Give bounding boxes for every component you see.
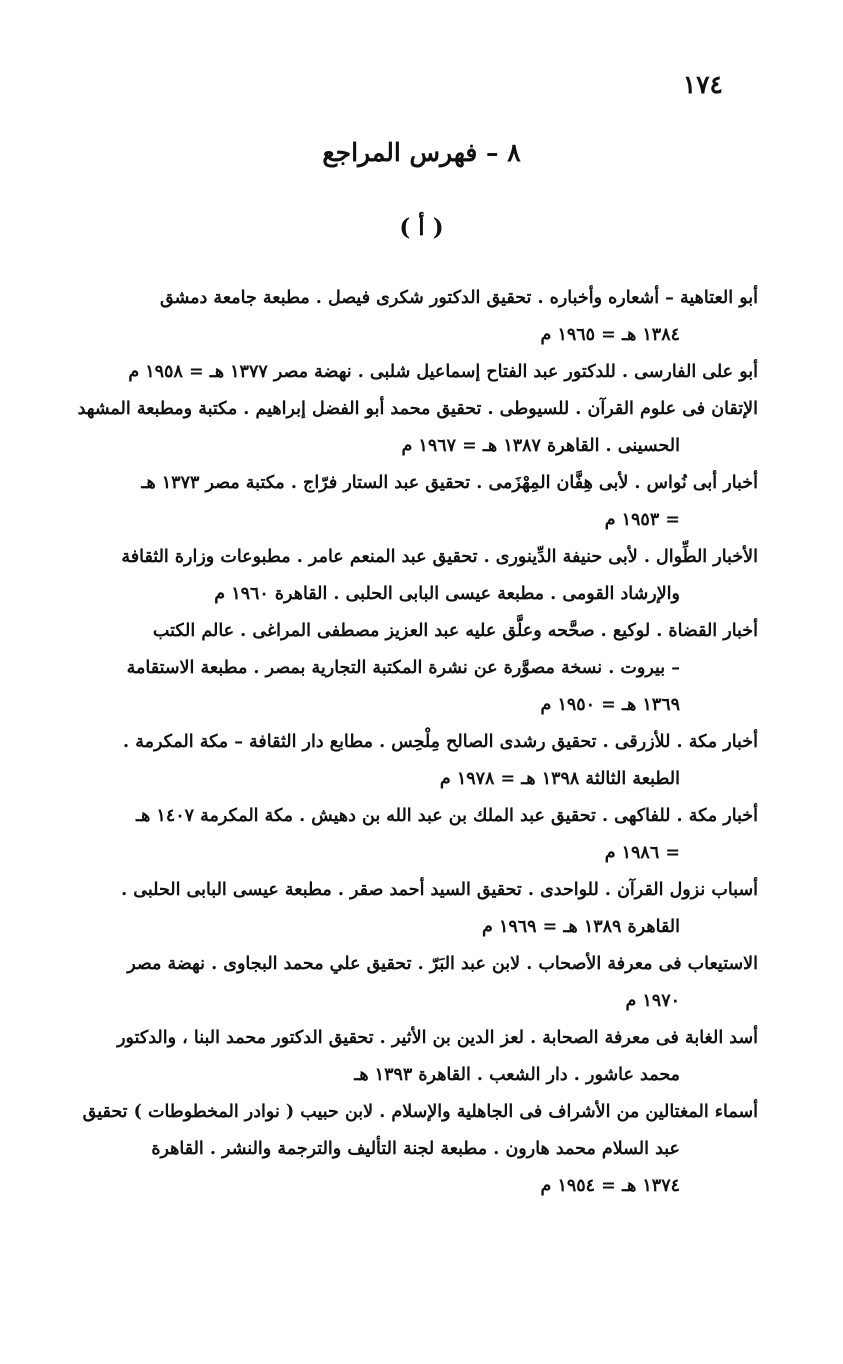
- reference-entry-continuation: = ١٩٨٦ م: [604, 843, 680, 863]
- page-number: ١٧٤: [682, 70, 723, 99]
- reference-entry-continuation: الطبعة الثالثة ١٣٩٨ هـ = ١٩٧٨ م: [439, 769, 680, 789]
- reference-entry-continuation: عبد السلام محمد هارون . مطبعة لجنة التأليف والترجمة والنشر . القاهرة: [151, 1139, 680, 1159]
- reference-entry-line: أسد الغابة فى معرفة الصحابة . لعز الدين بن الأثير . تحقيق الدكتور محمد البنا ، والدكتور: [117, 1028, 758, 1048]
- reference-entry: [68, 1094, 758, 1205]
- reference-entry-line: أبو على الفارسى . للدكتور عبد الفتاح إسماعيل شلبى . نهضة مصر ١٣٧٧ هـ = ١٩٥٨ م: [128, 362, 758, 382]
- reference-entry: [68, 391, 758, 465]
- reference-entry-continuation: الحسينى . القاهرة ١٣٨٧ هـ = ١٩٦٧ م: [401, 436, 680, 456]
- reference-entry: [68, 724, 758, 798]
- reference-entry-continuation: ١٣٦٩ هـ = ١٩٥٠ م: [540, 695, 680, 715]
- page-title: ٨ – فهرس المراجع: [322, 138, 521, 167]
- reference-entry: [68, 798, 758, 872]
- reference-entry-line: أسباب نزول القرآن . للواحدى . تحقيق السيد أحمد صقر . مطبعة عيسى البابى الحلبى .: [121, 880, 758, 900]
- reference-entry-continuation: محمد عاشور . دار الشعب . القاهرة ١٣٩٣ هـ: [354, 1065, 680, 1085]
- reference-entry: [68, 539, 758, 613]
- reference-entry-line: أسماء المغتالين من الأشراف فى الجاهلية والإسلام . لابن حبيب ( نوادر المخطوطات ) تحقيق: [82, 1102, 758, 1122]
- reference-entry-continuation: ١٩٧٠ م: [625, 991, 680, 1011]
- reference-entry-line: أخبار مكة . للفاكهى . تحقيق عبد الملك بن عبد الله بن دهيش . مكة المكرمة ١٤٠٧ هـ: [135, 806, 758, 826]
- reference-entry-line: الأخبار الطِّوال . لأبى حنيفة الدِّينورى . تحقيق عبد المنعم عامر . مطبوعات وزارة الثقافة: [121, 547, 758, 567]
- section-letter-heading: ( أ ): [399, 214, 444, 241]
- reference-entry-continuation: القاهرة ١٣٨٩ هـ = ١٩٦٩ م: [482, 917, 680, 937]
- reference-entry-continuation: – بيروت . نسخة مصوَّرة عن نشرة المكتبة التجارية بمصر . مطبعة الاستقامة: [126, 658, 680, 678]
- reference-entry-continuation: ١٣٨٤ هـ = ١٩٦٥ م: [540, 325, 680, 345]
- reference-entry: [68, 280, 758, 354]
- references-list: [68, 280, 758, 1205]
- reference-entry: [68, 354, 758, 391]
- reference-entry: [68, 1020, 758, 1094]
- reference-entry-line: أخبار أبى نُواس . لأبى هِفَّان المِهْزَمى . تحقيق عبد الستار فرّاج . مكتبة مصر ١٣٧٣ هـ: [141, 473, 758, 493]
- reference-entry: [68, 946, 758, 1020]
- reference-entry: [68, 465, 758, 539]
- reference-entry: [68, 613, 758, 724]
- reference-entry: [68, 872, 758, 946]
- reference-entry-continuation: = ١٩٥٣ م: [604, 510, 680, 530]
- reference-entry-line: أخبار القضاة . لوكيع . صحَّحه وعلَّق عليه عبد العزيز مصطفى المراغى . عالم الكتب: [152, 621, 758, 641]
- reference-entry-line: الاستيعاب فى معرفة الأصحاب . لابن عبد البَرّ . تحقيق علي محمد البجاوى . نهضة مصر: [127, 954, 758, 974]
- reference-entry-continuation: والإرشاد القومى . مطبعة عيسى البابى الحلبى . القاهرة ١٩٦٠ م: [214, 584, 680, 604]
- reference-entry-line: الإتقان فى علوم القرآن . للسيوطى . تحقيق محمد أبو الفضل إبراهيم . مكتبة ومطبعة المشهد: [77, 399, 758, 419]
- reference-entry-continuation: ١٣٧٤ هـ = ١٩٥٤ م: [540, 1176, 680, 1196]
- reference-entry-line: أخبار مكة . للأزرقى . تحقيق رشدى الصالح مِلْحِس . مطابع دار الثقافة – مكة المكرمة .: [123, 732, 758, 752]
- reference-entry-line: أبو العتاهية – أشعاره وأخباره . تحقيق الدكتور شكرى فيصل . مطبعة جامعة دمشق: [159, 288, 758, 308]
